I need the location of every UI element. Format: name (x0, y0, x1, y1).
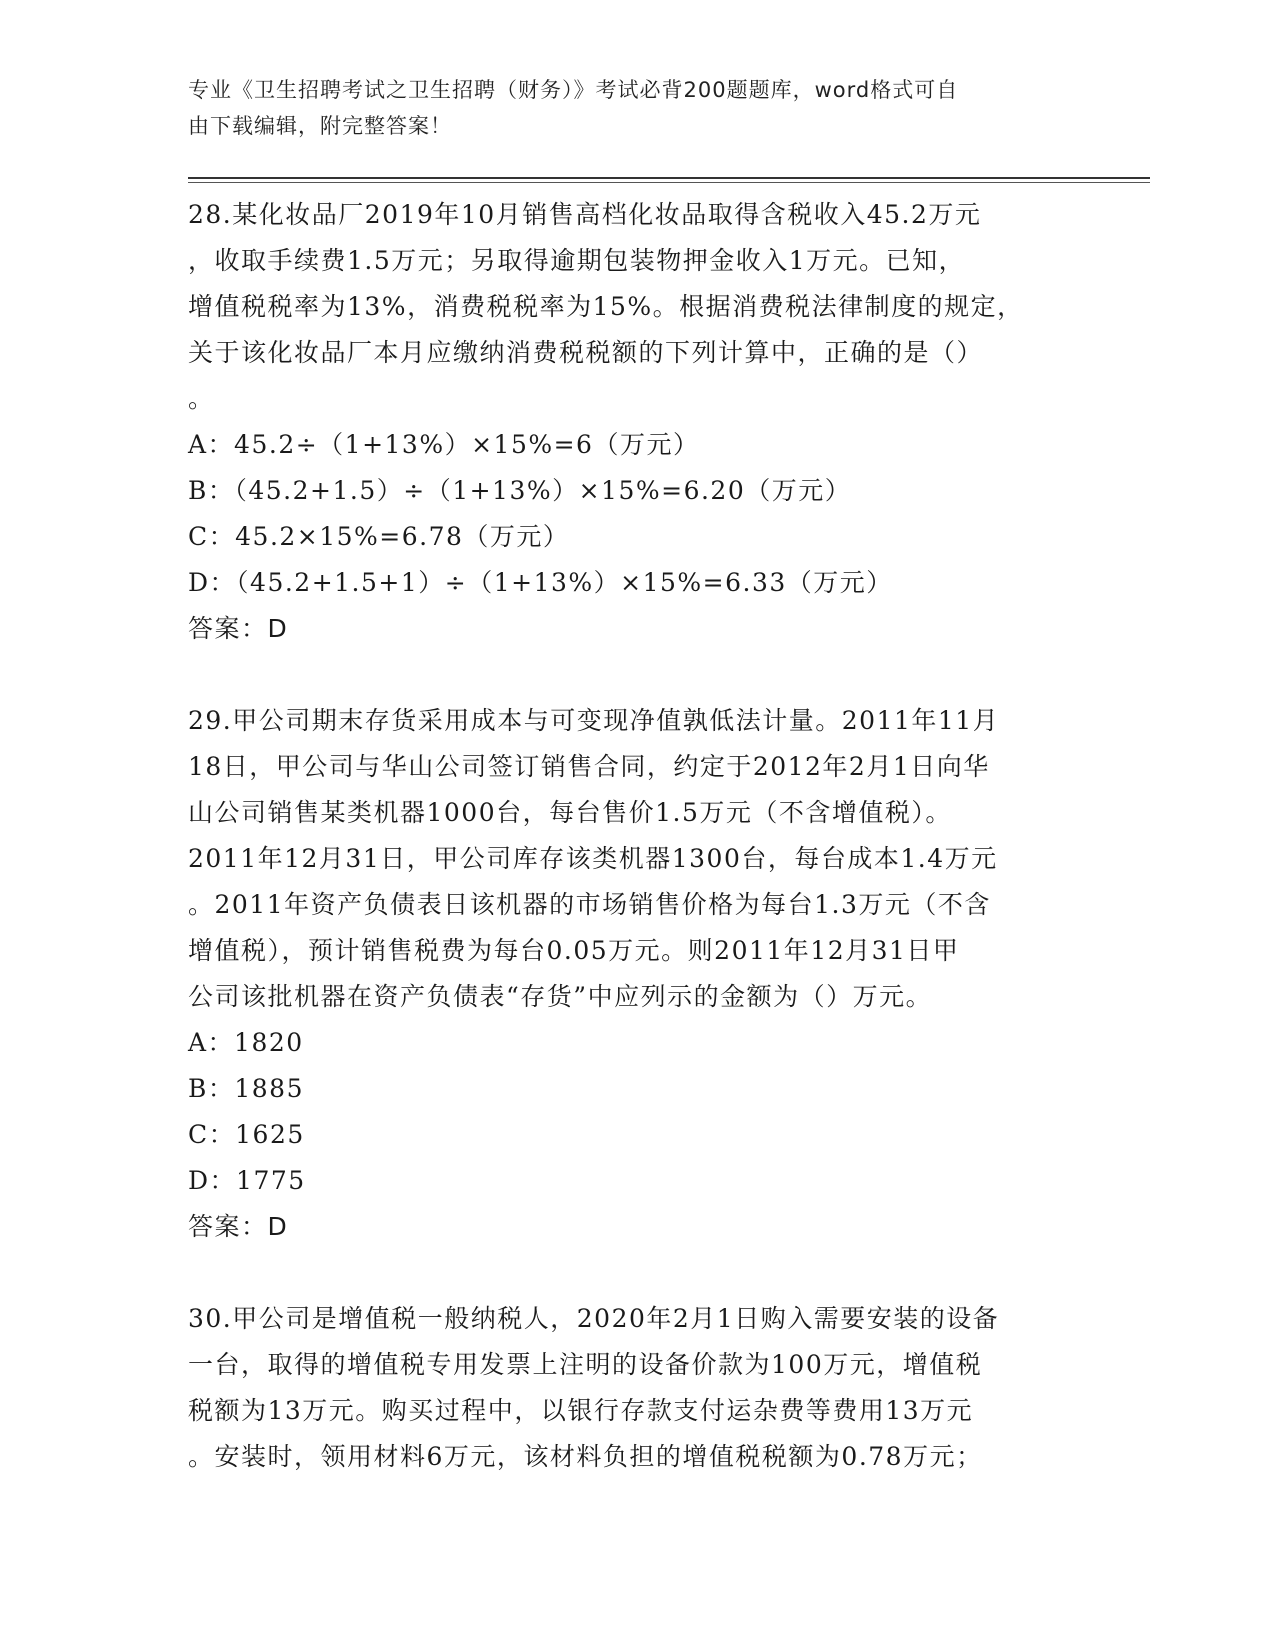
question-28 (188, 192, 1088, 652)
question-text-line: 18日，甲公司与华山公司签订销售合同，约定于2012年2月1日向华 (188, 752, 990, 781)
question-text-line: 。 (188, 384, 215, 413)
question-29 (188, 698, 1088, 1250)
question-text-line: 2011年12月31日，甲公司库存该类机器1300台，每台成本1.4万元 (188, 844, 998, 873)
question-text-line: 增值税），预计销售税费为每台0.05万元。则2011年12月31日甲 (188, 936, 960, 965)
spacer (188, 652, 1088, 698)
question-text-line: 关于该化妆品厂本月应缴纳消费税税额的下列计算中，正确的是（） (188, 338, 984, 367)
question-text-line: 。2011年资产负债表日该机器的市场销售价格为每台1.3万元（不含 (188, 890, 991, 919)
option-c: C：45.2×15%=6.78（万元） (188, 522, 570, 551)
question-text-line: 税额为13万元。购买过程中，以银行存款支付运杂费等费用13万元 (188, 1396, 974, 1425)
answer-label: 答案：D (188, 614, 289, 643)
question-text-line: 。安装时，领用材料6万元，该材料负担的增值税税额为0.78万元； (188, 1442, 983, 1471)
header-line-1: 专业《卫生招聘考试之卫生招聘（财务）》考试必背200题题库，word格式可自 (188, 78, 959, 102)
option-d: D：1775 (188, 1166, 306, 1195)
option-d: D：（45.2+1.5+1）÷（1+13%）×15%=6.33（万元） (188, 568, 893, 597)
question-text-line: 增值税税率为13%，消费税税率为15%。根据消费税法律制度的规定， (188, 292, 1024, 321)
question-text-line: 30.甲公司是增值税一般纳税人，2020年2月1日购入需要安装的设备 (188, 1304, 1000, 1333)
option-b: B：1885 (188, 1074, 304, 1103)
question-text-line: 一台，取得的增值税专用发票上注明的设备价款为100万元，增值税 (188, 1350, 983, 1379)
option-a: A：45.2÷（1+13%）×15%=6（万元） (188, 430, 700, 459)
question-text-line: 公司该批机器在资产负债表“存货”中应列示的金额为（）万元。 (188, 982, 933, 1011)
header-rule-thin (188, 182, 1150, 183)
header-rule-thick (188, 177, 1150, 179)
option-a: A：1820 (188, 1028, 304, 1057)
spacer (188, 1250, 1088, 1296)
option-b: B：（45.2+1.5）÷（1+13%）×15%=6.20（万元） (188, 476, 852, 505)
question-text-line: 28.某化妆品厂2019年10月销售高档化妆品取得含税收入45.2万元 (188, 200, 982, 229)
question-text-line: ，收取手续费1.5万元；另取得逾期包装物押金收入1万元。已知， (188, 246, 966, 275)
question-30 (188, 1296, 1088, 1480)
header-line-2: 由下载编辑，附完整答案！ (188, 114, 452, 138)
option-c: C：1625 (188, 1120, 305, 1149)
answer-label: 答案：D (188, 1212, 289, 1241)
document-header (188, 72, 1068, 144)
question-text-line: 山公司销售某类机器1000台，每台售价1.5万元（不含增值税）。 (188, 798, 952, 827)
question-list (188, 192, 1088, 1480)
question-text-line: 29.甲公司期末存货采用成本与可变现净值孰低法计量。2011年11月 (188, 706, 1000, 735)
